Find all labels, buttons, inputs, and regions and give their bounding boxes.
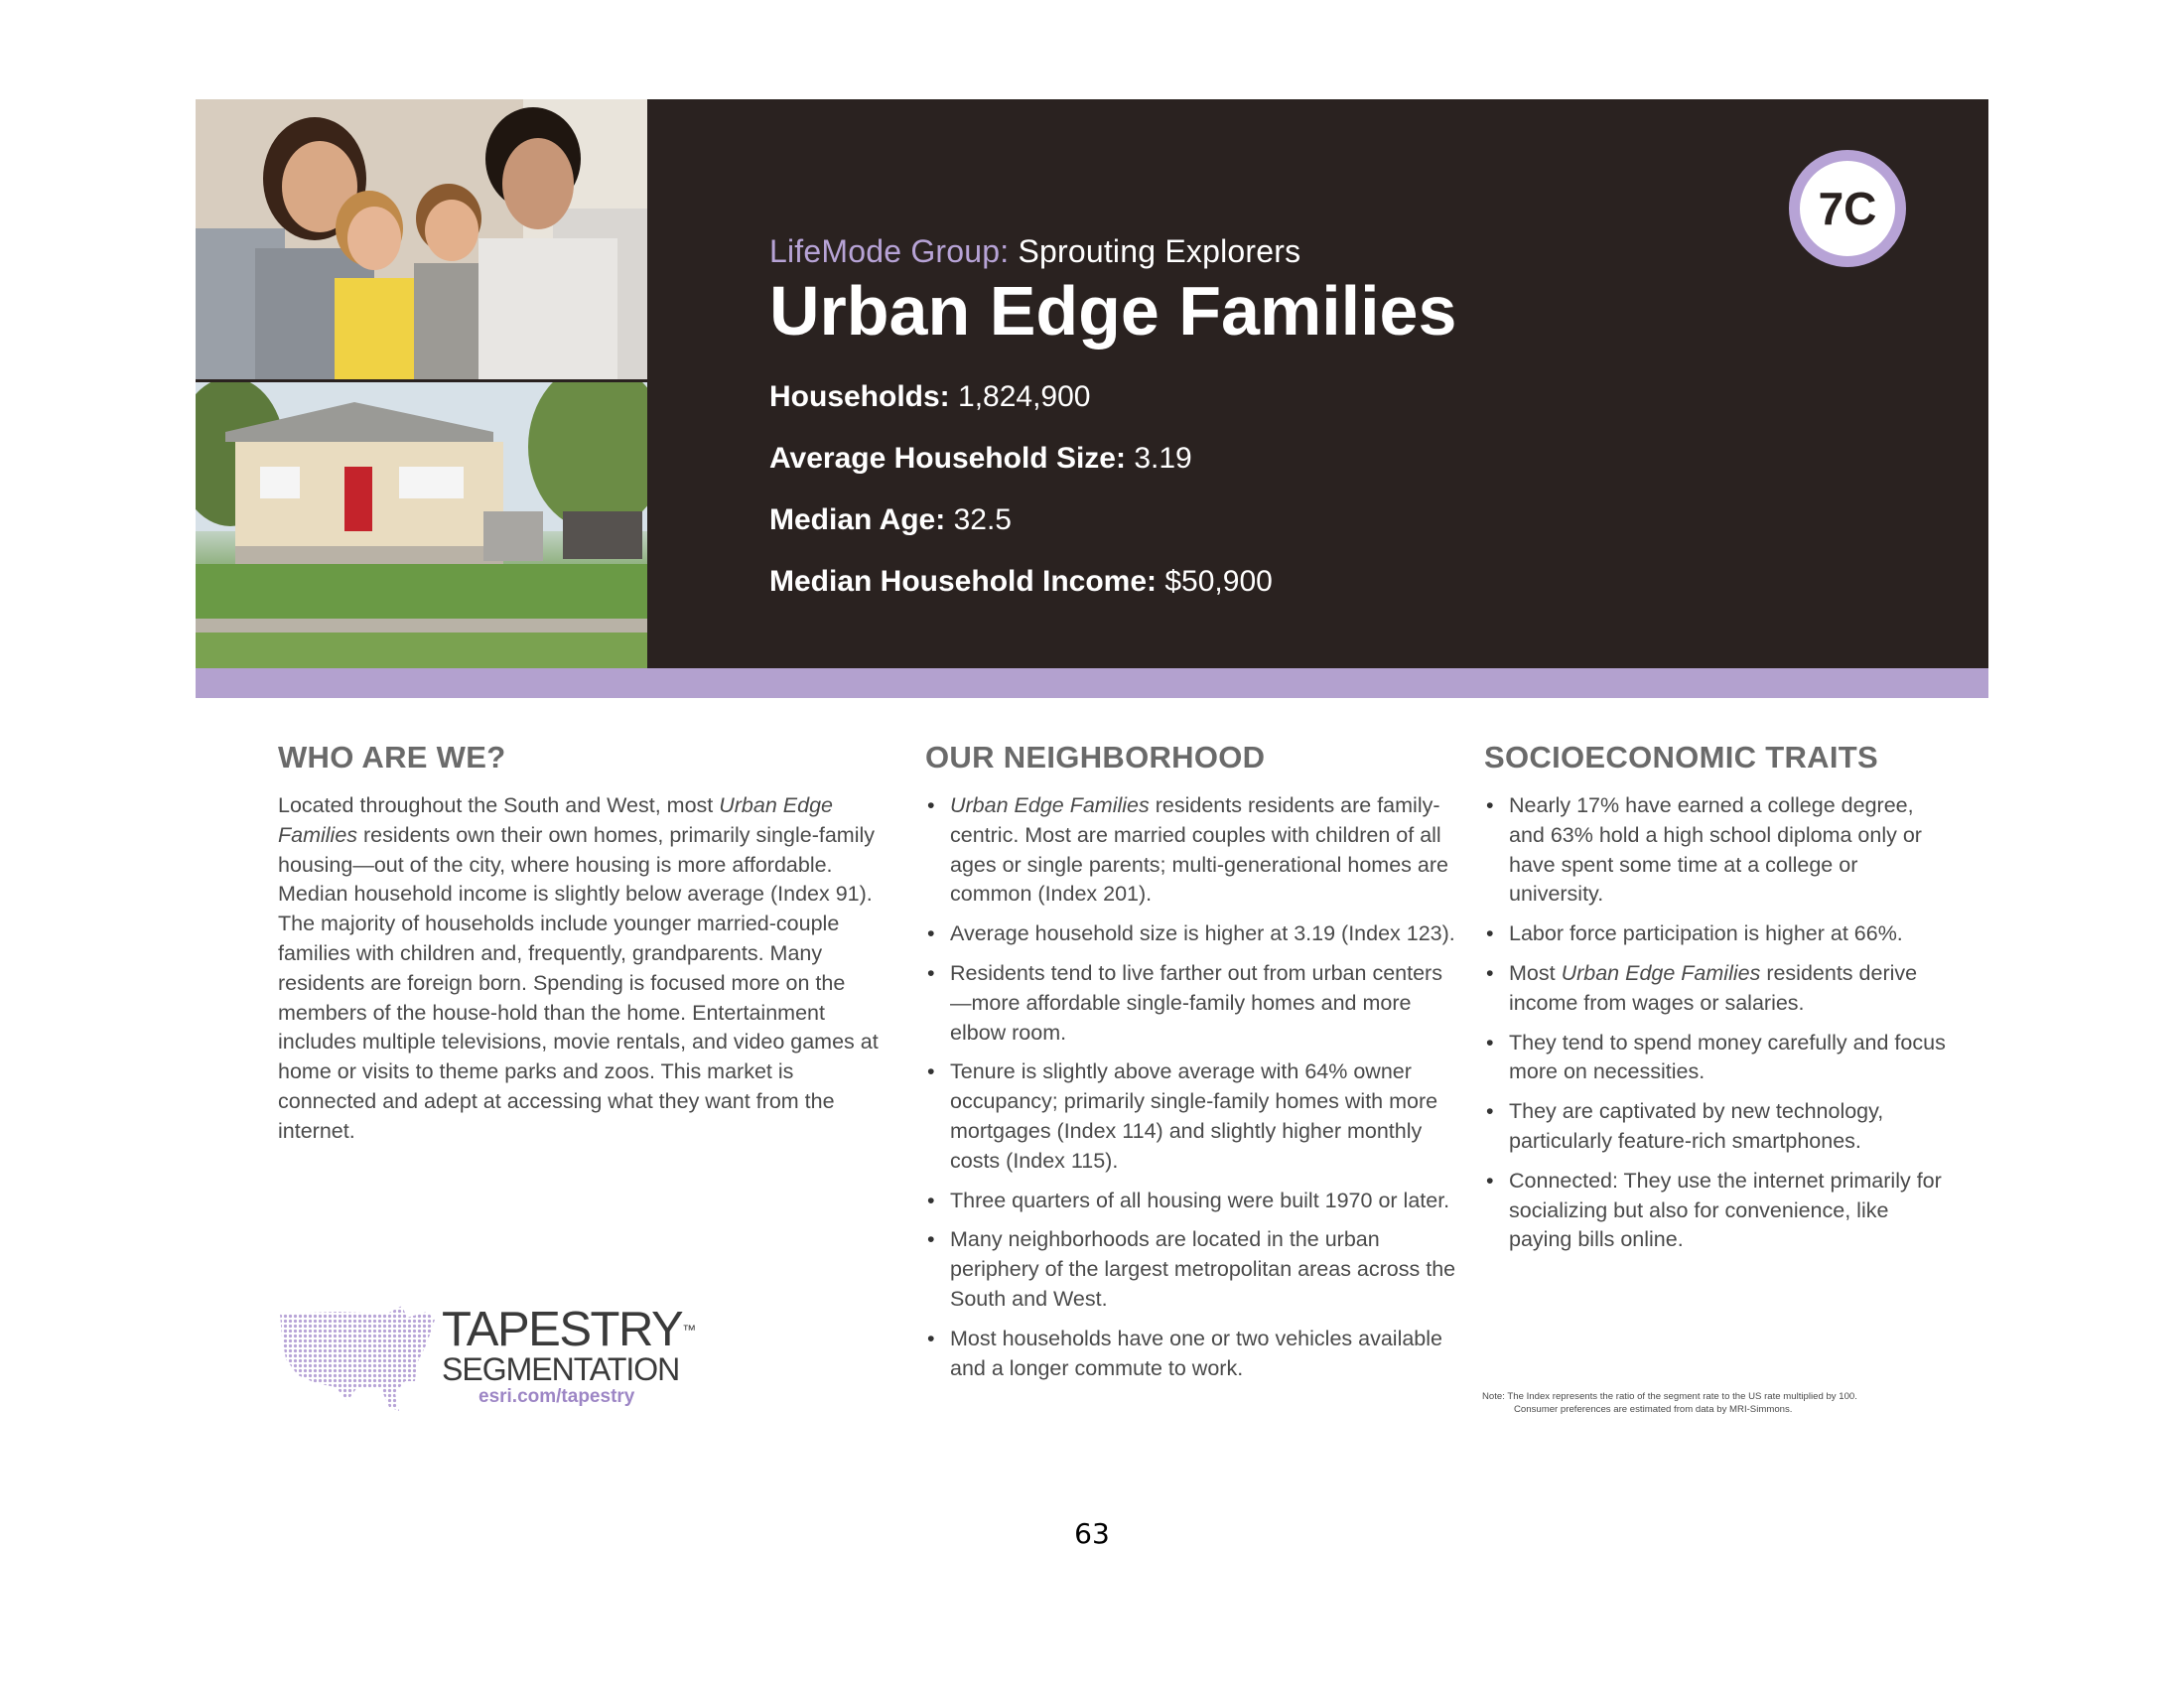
note-line: Consumer preferences are estimated from data by MRI-Simmons. (1514, 1404, 1793, 1415)
accent-bar (196, 668, 1988, 698)
list-item: • Labor force participation is higher at 66%. (1484, 919, 1951, 949)
logo-title-text: TAPESTRY (442, 1303, 683, 1356)
list-item: • Residents tend to live farther out from urban centers—more affordable single-family homes and more elbow room. (925, 959, 1461, 1048)
stat-label: Households: (769, 380, 950, 413)
stat-label: Average Household Size: (769, 442, 1126, 475)
list-item: • Most households have one or two vehicles available and a longer commute to work. (925, 1325, 1461, 1384)
logo-title (442, 1304, 695, 1355)
socioeconomic-list (1484, 791, 1951, 1255)
who-are-we-section (278, 740, 884, 1147)
tapestry-logo (278, 1304, 715, 1413)
header-banner (196, 99, 1988, 668)
paragraph-text: residents own their own homes, primarily single-family housing—out of the city, where housing is more affordable. Median household income is slightly below average (Index 91). The majority of households include younger married-couple families with children and, frequently, grandparents. Many residents are foreign born. Spending is focused more on the members of the house-hold than the home. Entertainment includes multiple televisions, movie rentals, and video games at home or visits to theme parks and zoos. This market is connected and adept at accessing what they want from the internet. (278, 822, 879, 1143)
logo-subtitle: SEGMENTATION (442, 1351, 680, 1387)
neighborhood-list (925, 791, 1461, 1383)
family-photo (196, 99, 647, 379)
stat-value: 32.5 (953, 503, 1012, 536)
list-item-text: residents residents are family-centric. Most are married couples with children of all ages or single parents; multi-generational homes are common (Index 201). (950, 793, 1448, 907)
list-item: • Nearly 17% have earned a college degree, and 63% hold a high school diploma only or have spent some time at a college or university. (1484, 791, 1951, 910)
stat-value: 1,824,900 (958, 380, 1091, 413)
stat-households (769, 377, 1456, 417)
stat-household-size (769, 439, 1456, 479)
house-photo (196, 382, 647, 668)
footnote (1482, 1390, 1857, 1416)
stat-value: $50,900 (1164, 565, 1273, 598)
segment-name-italic: Urban Edge Families (278, 793, 833, 847)
section-heading: OUR NEIGHBORHOOD (925, 740, 1266, 774)
note-line: Note: The Index represents the ratio of the segment rate to the US rate multiplied by 100. (1482, 1391, 1857, 1402)
list-item-text: residents derive income from wages or salaries. (1509, 960, 1918, 1015)
us-map-dots-icon (278, 1304, 437, 1413)
stat-label: Median Age: (769, 503, 946, 536)
list-item-text: Most (1509, 960, 1562, 985)
neighborhood-section (925, 740, 1461, 1393)
list-item: • Connected: They use the internet primarily for socializing but also for convenience, like paying bills online. (1484, 1167, 1951, 1255)
segment-title: Urban Edge Families (769, 272, 1457, 350)
page-number: 63 (1074, 1517, 1110, 1550)
list-item: • They are captivated by new technology, particularly feature-rich smartphones. (1484, 1097, 1951, 1157)
lifemode-label: LifeMode Group: (769, 233, 1010, 269)
stat-median-age (769, 500, 1456, 540)
list-item: • Three quarters of all housing were built 1970 or later. (925, 1187, 1461, 1216)
segment-badge: 7C (1789, 150, 1906, 267)
section-heading: WHO ARE WE? (278, 740, 506, 774)
section-heading: SOCIOECONOMIC TRAITS (1484, 740, 1878, 774)
stat-label: Median Household Income: (769, 565, 1158, 598)
list-item: • Many neighborhoods are located in the urban periphery of the largest metropolitan areas across the South and West. (925, 1225, 1461, 1314)
segment-name-italic: Urban Edge Families (1561, 960, 1761, 985)
stat-value: 3.19 (1134, 442, 1192, 475)
list-item: • Tenure is slightly above average with 64% owner occupancy; primarily single-family homes with more mortgages (Index 114) and slightly higher monthly costs (Index 115). (925, 1057, 1461, 1176)
lifemode-value: Sprouting Explorers (1018, 233, 1301, 269)
list-item (925, 791, 1461, 910)
stat-median-income (769, 562, 1456, 602)
lifemode-group (769, 233, 1456, 270)
list-item: • Average household size is higher at 3.19 (Index 123). (925, 919, 1461, 949)
list-item (1484, 959, 1951, 1019)
header-text (769, 233, 1456, 602)
logo-url: esri.com/tapestry (478, 1386, 635, 1407)
paragraph-text: Located throughout the South and West, most (278, 793, 720, 817)
socioeconomic-section (1484, 740, 1951, 1265)
segment-name-italic: Urban Edge Families (950, 793, 1150, 817)
trademark: ™ (682, 1322, 695, 1337)
list-item: • They tend to spend money carefully and focus more on necessities. (1484, 1029, 1951, 1088)
who-are-we-paragraph (278, 791, 884, 1147)
